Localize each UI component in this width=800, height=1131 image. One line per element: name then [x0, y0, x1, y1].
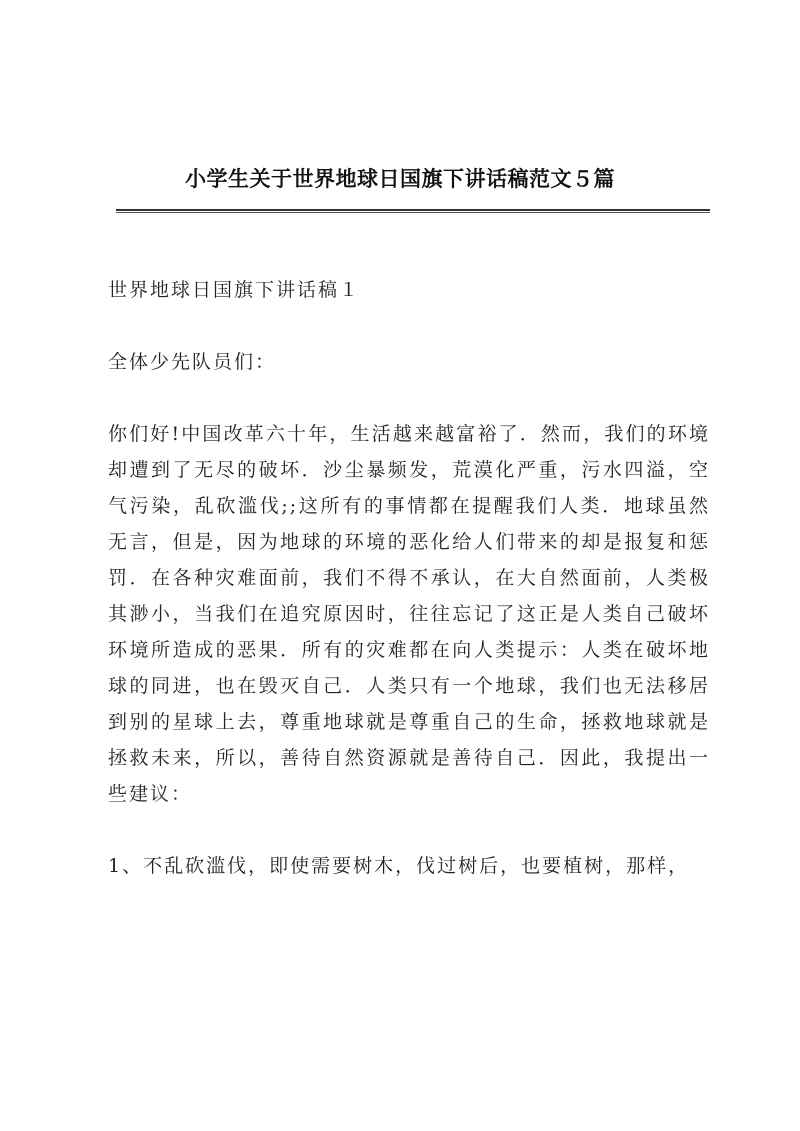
document-title: 小学生关于世界地球日国旗下讲话稿范文５篇 — [185, 166, 615, 191]
document-body — [108, 272, 710, 920]
list-item: 1、不乱砍滥伐，即使需要树木，伐过树后，也要植树，那样， — [108, 855, 690, 877]
body-paragraph: 你们好!中国改革六十年，生活越来越富裕了．然而，我们的环境却遭到了无尽的破坏．沙尘暴频发，荒漠化严重，污水四溢，空气污染，乱砍滥伐;;这所有的事情都在提醒我们人类．地球虽然无言，但是，因为地球的环境的恶化给人们带来的却是报复和惩罚．在各种灾难面前，我们不得不承认，在大自然面前，人类极其渺小，当我们在追究原因时，往往忘记了这正是人类自己破坏环境所造成的恶果．所有的灾难都在向人类提示：人类在破坏地球的同进，也在毁灭自己．人类只有一个地球，我们也无法移居到别的星球上去，尊重地球就是尊重自己的生命，拯救地球就是拯救未来，所以，善待自然资源就是善待自己．因此，我提出一些建议： — [108, 423, 710, 805]
section-heading: 世界地球日国旗下讲话稿１ — [108, 279, 361, 301]
title-divider — [116, 209, 710, 213]
salutation: 全体少先队员们： — [108, 351, 277, 373]
